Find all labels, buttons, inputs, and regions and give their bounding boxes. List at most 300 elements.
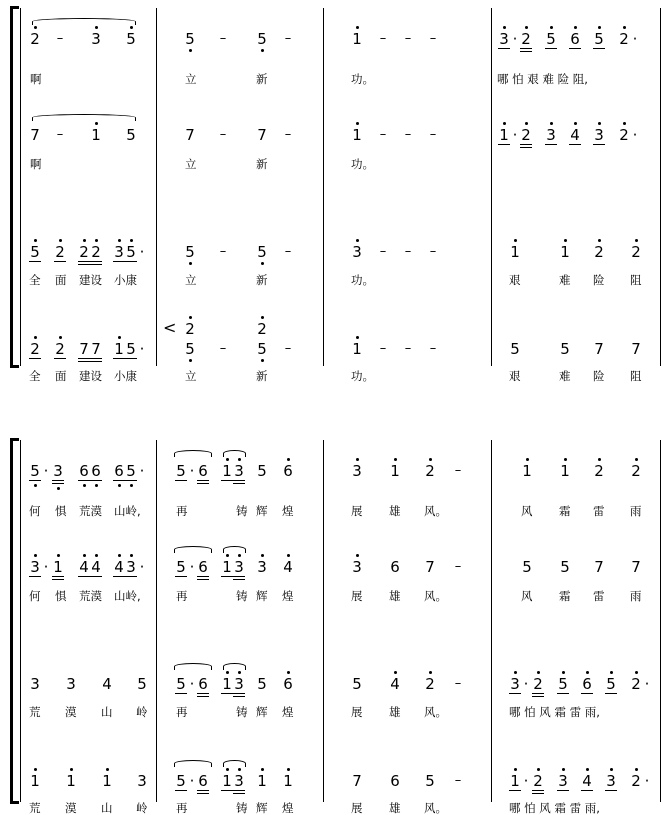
note: 6 xyxy=(198,675,208,693)
dash-note: – xyxy=(404,341,412,356)
octave-dot-below xyxy=(57,487,60,490)
octave-dot-below xyxy=(95,484,98,487)
lyric-text: 啊 xyxy=(30,157,42,171)
octave-dot-above xyxy=(429,671,432,674)
lyric-text: 煌 xyxy=(282,504,294,518)
system-bracket xyxy=(10,438,13,804)
underline-beam xyxy=(605,693,617,694)
note: 3 xyxy=(234,462,244,480)
lyric-text: 展 xyxy=(351,504,363,518)
lyric-text: 煌 xyxy=(282,801,294,815)
underline-beam xyxy=(581,790,593,791)
lyric-text: 风。 xyxy=(424,705,447,719)
note: 2 xyxy=(425,462,435,480)
lyric-text: 雨 xyxy=(630,504,642,518)
underline-beam xyxy=(233,696,245,697)
lyric-text: 辉 xyxy=(256,705,268,719)
underline-beam xyxy=(78,480,90,481)
octave-dot-above xyxy=(70,768,73,771)
note: 3 xyxy=(352,558,362,576)
note: 1 xyxy=(499,126,509,144)
note: 1 xyxy=(522,462,532,480)
lyric-text: 雄 xyxy=(389,801,401,815)
augmentation-dot: · xyxy=(139,558,145,576)
lyric-text: 雨 xyxy=(630,589,642,603)
underline-beam xyxy=(605,790,617,791)
octave-dot-above xyxy=(261,768,264,771)
note: 5 xyxy=(606,675,616,693)
underline-beam xyxy=(125,576,137,577)
octave-dot-above xyxy=(261,554,264,557)
lyric-text: 功。 xyxy=(351,157,374,171)
dash-note: – xyxy=(284,341,292,356)
underline-beam xyxy=(532,696,544,697)
note: 5 xyxy=(510,340,520,358)
note: 3 xyxy=(53,462,63,480)
lyric-text: 全 xyxy=(29,273,41,287)
underline-beam xyxy=(233,480,245,481)
note: 2 xyxy=(30,30,40,48)
note: 1 xyxy=(30,772,40,790)
dash-note: – xyxy=(284,244,292,259)
note: 6 xyxy=(114,462,124,480)
lyric-text: 险 xyxy=(593,369,605,383)
slur-arc xyxy=(223,663,246,670)
octave-dot-above xyxy=(287,768,290,771)
lyric-text: 风。 xyxy=(424,504,447,518)
note: 3 xyxy=(510,675,520,693)
lyric-text: 铸 xyxy=(236,705,248,719)
slur-arc xyxy=(174,546,212,553)
augmentation-dot: · xyxy=(189,772,195,790)
underline-beam xyxy=(233,793,245,794)
note: 4 xyxy=(91,558,101,576)
octave-dot-above xyxy=(118,554,121,557)
note: 5 xyxy=(560,558,570,576)
note: 1 xyxy=(560,243,570,261)
lyric-text: 小康 xyxy=(114,369,137,383)
underline-beam xyxy=(532,793,544,794)
underline-beam xyxy=(125,480,137,481)
lyric-text: 何 xyxy=(29,589,41,603)
note: 3 xyxy=(257,558,267,576)
underline-beam xyxy=(197,579,209,580)
lyric-text: 霜 xyxy=(559,504,571,518)
octave-dot-above xyxy=(586,671,589,674)
dash-note: – xyxy=(404,127,412,142)
dash-note: – xyxy=(284,127,292,142)
note: 1 xyxy=(352,126,362,144)
note: 5 xyxy=(126,126,136,144)
note: 1 xyxy=(102,772,112,790)
dash-note: – xyxy=(219,127,227,142)
octave-dot-above xyxy=(34,768,37,771)
note: 2 xyxy=(619,30,629,48)
barline xyxy=(323,440,324,802)
note: 2 xyxy=(631,772,641,790)
note: 1 xyxy=(114,340,124,358)
augmentation-dot: · xyxy=(644,675,650,693)
chord-upper-note: 2 xyxy=(257,320,267,338)
note: 6 xyxy=(198,462,208,480)
dash-note: – xyxy=(454,773,462,788)
note: 2 xyxy=(533,675,543,693)
note: 4 xyxy=(114,558,124,576)
augmentation-dot: · xyxy=(512,126,518,144)
note: 7 xyxy=(352,772,362,790)
lyric-text: 立 xyxy=(185,369,197,383)
note: 3 xyxy=(126,558,136,576)
underline-beam xyxy=(197,576,209,577)
note: 5 xyxy=(257,675,267,693)
augmentation-dot: · xyxy=(523,772,529,790)
lyric-text: 风 xyxy=(521,504,533,518)
note: 7 xyxy=(594,340,604,358)
note: 4 xyxy=(102,675,112,693)
dash-note: – xyxy=(56,31,64,46)
underline-beam xyxy=(221,480,233,481)
octave-dot-above xyxy=(238,768,241,771)
lyric-text: 艰 xyxy=(509,273,521,287)
lyric-text: 难 xyxy=(559,273,571,287)
note: 7 xyxy=(594,558,604,576)
note: 3 xyxy=(66,675,76,693)
lyric-text: 雷 xyxy=(593,504,605,518)
dash-note: – xyxy=(219,244,227,259)
note: 2 xyxy=(619,126,629,144)
note: 1 xyxy=(257,772,267,790)
octave-dot-above xyxy=(537,671,540,674)
note: 5 xyxy=(185,30,195,48)
octave-dot-above xyxy=(226,554,229,557)
note: 5 xyxy=(185,243,195,261)
note: 2 xyxy=(521,30,531,48)
underline-beam xyxy=(113,576,125,577)
lyric-text: 新 xyxy=(256,157,268,171)
note: 4 xyxy=(582,772,592,790)
note: 7 xyxy=(30,126,40,144)
octave-dot-above xyxy=(238,671,241,674)
note: 3 xyxy=(606,772,616,790)
dash-note: – xyxy=(379,244,387,259)
note: 5 xyxy=(176,675,186,693)
lyric-text: 铸 xyxy=(236,589,248,603)
underline-beam xyxy=(233,790,245,791)
note: 7 xyxy=(91,340,101,358)
underline-beam xyxy=(29,480,41,481)
lyric-text: 雷 xyxy=(593,589,605,603)
note: 2 xyxy=(631,675,641,693)
lyric-text: 功。 xyxy=(351,273,374,287)
dash-note: – xyxy=(429,31,437,46)
underline-beam xyxy=(52,579,64,580)
dash-note: – xyxy=(454,559,462,574)
octave-dot-above xyxy=(83,554,86,557)
note: 1 xyxy=(222,772,232,790)
augmentation-dot: · xyxy=(139,340,145,358)
underline-beam xyxy=(221,576,233,577)
lyric-text: 山 xyxy=(101,801,113,815)
underline-beam xyxy=(197,696,209,697)
dash-note: – xyxy=(379,31,387,46)
lyric-text: 铸 xyxy=(236,801,248,815)
note: 7 xyxy=(425,558,435,576)
lyric-text: 辉 xyxy=(256,589,268,603)
note: 6 xyxy=(582,675,592,693)
lyric-text: 建设 xyxy=(79,369,102,383)
lyric-text: 荒漠 xyxy=(79,589,102,603)
note: 5 xyxy=(176,462,186,480)
note: 6 xyxy=(390,558,400,576)
note: 5 xyxy=(185,340,195,358)
note: 5 xyxy=(558,675,568,693)
octave-dot-above xyxy=(610,768,613,771)
note: 3 xyxy=(594,126,604,144)
octave-dot-above xyxy=(564,458,567,461)
octave-dot-above xyxy=(586,768,589,771)
lyric-text: 荒漠 xyxy=(79,504,102,518)
octave-dot-above xyxy=(287,671,290,674)
augmentation-dot: · xyxy=(43,558,49,576)
dash-note: – xyxy=(429,341,437,356)
note: 5 xyxy=(425,772,435,790)
underline-beam xyxy=(581,693,593,694)
octave-dot-above xyxy=(287,554,290,557)
augmentation-dot: · xyxy=(139,243,145,261)
lyric-text: 阻 xyxy=(630,273,642,287)
note: 2 xyxy=(55,340,65,358)
lyric-text: 铸 xyxy=(236,504,248,518)
octave-dot-below xyxy=(83,484,86,487)
dash-note: – xyxy=(429,244,437,259)
note: 6 xyxy=(283,675,293,693)
underline-beam xyxy=(233,579,245,580)
octave-dot-above xyxy=(57,554,60,557)
lyric-text: 辉 xyxy=(256,504,268,518)
note: 5 xyxy=(137,675,147,693)
chord-upper-note: 2 xyxy=(185,320,195,338)
dash-note: – xyxy=(379,127,387,142)
note: 3 xyxy=(30,558,40,576)
octave-dot-above xyxy=(562,671,565,674)
note: 3 xyxy=(234,675,244,693)
octave-dot-above xyxy=(394,458,397,461)
note: 5 xyxy=(522,558,532,576)
underline-beam xyxy=(557,693,569,694)
note: 5 xyxy=(176,558,186,576)
octave-dot-above xyxy=(34,554,37,557)
lyric-text: 新 xyxy=(256,369,268,383)
dash-note: – xyxy=(284,31,292,46)
note: 5 xyxy=(257,340,267,358)
augmentation-dot: · xyxy=(512,30,518,48)
lyric-text: 新 xyxy=(256,273,268,287)
underline-beam xyxy=(532,693,544,694)
lyric-text: 展 xyxy=(351,589,363,603)
note: 6 xyxy=(79,462,89,480)
octave-dot-above xyxy=(514,671,517,674)
lyric-text: 辉 xyxy=(256,801,268,815)
underline-beam xyxy=(90,576,102,577)
lyric-text: 何 xyxy=(29,504,41,518)
dash-note: – xyxy=(454,463,462,478)
note: 2 xyxy=(55,243,65,261)
lyric-text: 雄 xyxy=(389,589,401,603)
lyric-text: 风。 xyxy=(424,801,447,815)
augmentation-dot: · xyxy=(189,462,195,480)
underline-beam xyxy=(233,483,245,484)
underline-beam xyxy=(175,480,187,481)
lyric-text: 展 xyxy=(351,705,363,719)
slur-arc xyxy=(174,760,212,767)
underline-beam xyxy=(175,576,187,577)
note: 2 xyxy=(521,126,531,144)
underline-beam xyxy=(113,480,125,481)
system-line xyxy=(20,440,21,802)
note: 1 xyxy=(91,126,101,144)
note: 7 xyxy=(631,340,641,358)
note: 7 xyxy=(79,340,89,358)
lyric-text: 面 xyxy=(55,369,67,383)
lyric-text: 全 xyxy=(29,369,41,383)
underline-beam xyxy=(175,790,187,791)
slur-arc xyxy=(223,760,246,767)
underline-beam xyxy=(233,576,245,577)
octave-dot-below xyxy=(34,484,37,487)
augmentation-dot: · xyxy=(189,675,195,693)
underline-beam xyxy=(175,693,187,694)
dash-note: – xyxy=(454,676,462,691)
note: 1 xyxy=(510,243,520,261)
lyric-text: 雄 xyxy=(389,705,401,719)
note: 2 xyxy=(30,340,40,358)
note: 7 xyxy=(185,126,195,144)
note: 1 xyxy=(560,462,570,480)
octave-dot-above xyxy=(537,768,540,771)
note: 1 xyxy=(222,675,232,693)
note: 5 xyxy=(257,30,267,48)
note: 6 xyxy=(570,30,580,48)
octave-dot-above xyxy=(95,554,98,557)
lyric-text: 阻 xyxy=(630,369,642,383)
note: 1 xyxy=(352,340,362,358)
note: 3 xyxy=(352,243,362,261)
note: 3 xyxy=(546,126,556,144)
note: 2 xyxy=(631,462,641,480)
note: 5 xyxy=(30,462,40,480)
lyric-text: 险 xyxy=(593,273,605,287)
note: 3 xyxy=(30,675,40,693)
lyric-text: 煌 xyxy=(282,705,294,719)
lyric-text: 岭 xyxy=(136,705,148,719)
octave-dot-above xyxy=(226,671,229,674)
note: 5 xyxy=(176,772,186,790)
underline-beam xyxy=(78,576,90,577)
augmentation-dot: · xyxy=(43,462,49,480)
octave-dot-above xyxy=(429,458,432,461)
note: 5 xyxy=(257,462,267,480)
octave-dot-above xyxy=(598,458,601,461)
note: 2 xyxy=(594,462,604,480)
lyric-text: 功。 xyxy=(351,369,374,383)
augmentation-dot: · xyxy=(189,558,195,576)
lyric-text: 风 xyxy=(521,589,533,603)
note: 3 xyxy=(91,30,101,48)
underline-beam xyxy=(197,483,209,484)
lyric-text: 漠 xyxy=(65,705,77,719)
lyric-text: 难 xyxy=(559,369,571,383)
underline-beam xyxy=(52,483,64,484)
note: 4 xyxy=(570,126,580,144)
underline-beam xyxy=(29,576,41,577)
lyric-text: 再 xyxy=(176,801,188,815)
note: 5 xyxy=(546,30,556,48)
note: 3 xyxy=(352,462,362,480)
octave-dot-above xyxy=(356,458,359,461)
augmentation-dot: · xyxy=(523,675,529,693)
note: 3 xyxy=(114,243,124,261)
lyric-text: 功。 xyxy=(351,72,374,86)
note: 3 xyxy=(499,30,509,48)
octave-dot-above xyxy=(226,768,229,771)
note: 1 xyxy=(352,30,362,48)
note: 5 xyxy=(126,340,136,358)
dash-note: – xyxy=(379,341,387,356)
note: 6 xyxy=(283,462,293,480)
dash-note: – xyxy=(429,127,437,142)
lyric-text: 展 xyxy=(351,801,363,815)
underline-beam xyxy=(197,480,209,481)
octave-dot-above xyxy=(514,768,517,771)
note: 6 xyxy=(91,462,101,480)
barline xyxy=(660,440,661,802)
augmentation-dot: · xyxy=(644,772,650,790)
lyric-text: 惧 xyxy=(55,589,67,603)
lyric-text: 立 xyxy=(185,273,197,287)
slur-arc xyxy=(174,450,212,457)
underline-beam xyxy=(509,790,521,791)
lyric-text: 再 xyxy=(176,504,188,518)
slur-arc xyxy=(223,450,246,457)
note: 1 xyxy=(390,462,400,480)
note: 3 xyxy=(234,558,244,576)
note: 2 xyxy=(533,772,543,790)
lyric-text: 再 xyxy=(176,705,188,719)
note: 1 xyxy=(222,558,232,576)
lyric-text: 艰 xyxy=(509,369,521,383)
octave-dot-above xyxy=(226,458,229,461)
underline-beam xyxy=(197,790,209,791)
lyric-text: 漠 xyxy=(65,801,77,815)
note: 4 xyxy=(390,675,400,693)
accent-mark: < xyxy=(163,318,177,337)
octave-dot-below xyxy=(130,484,133,487)
lyric-text: 岭 xyxy=(136,801,148,815)
note: 1 xyxy=(222,462,232,480)
note: 5 xyxy=(560,340,570,358)
octave-dot-above xyxy=(562,768,565,771)
lyric-text: 荒 xyxy=(29,801,41,815)
note: 6 xyxy=(198,772,208,790)
barline xyxy=(491,440,492,802)
octave-dot-above xyxy=(394,671,397,674)
note: 6 xyxy=(198,558,208,576)
lyric-text: 山岭, xyxy=(114,504,141,518)
augmentation-dot: · xyxy=(632,30,638,48)
note: 4 xyxy=(283,558,293,576)
note: 2 xyxy=(79,243,89,261)
note: 1 xyxy=(66,772,76,790)
